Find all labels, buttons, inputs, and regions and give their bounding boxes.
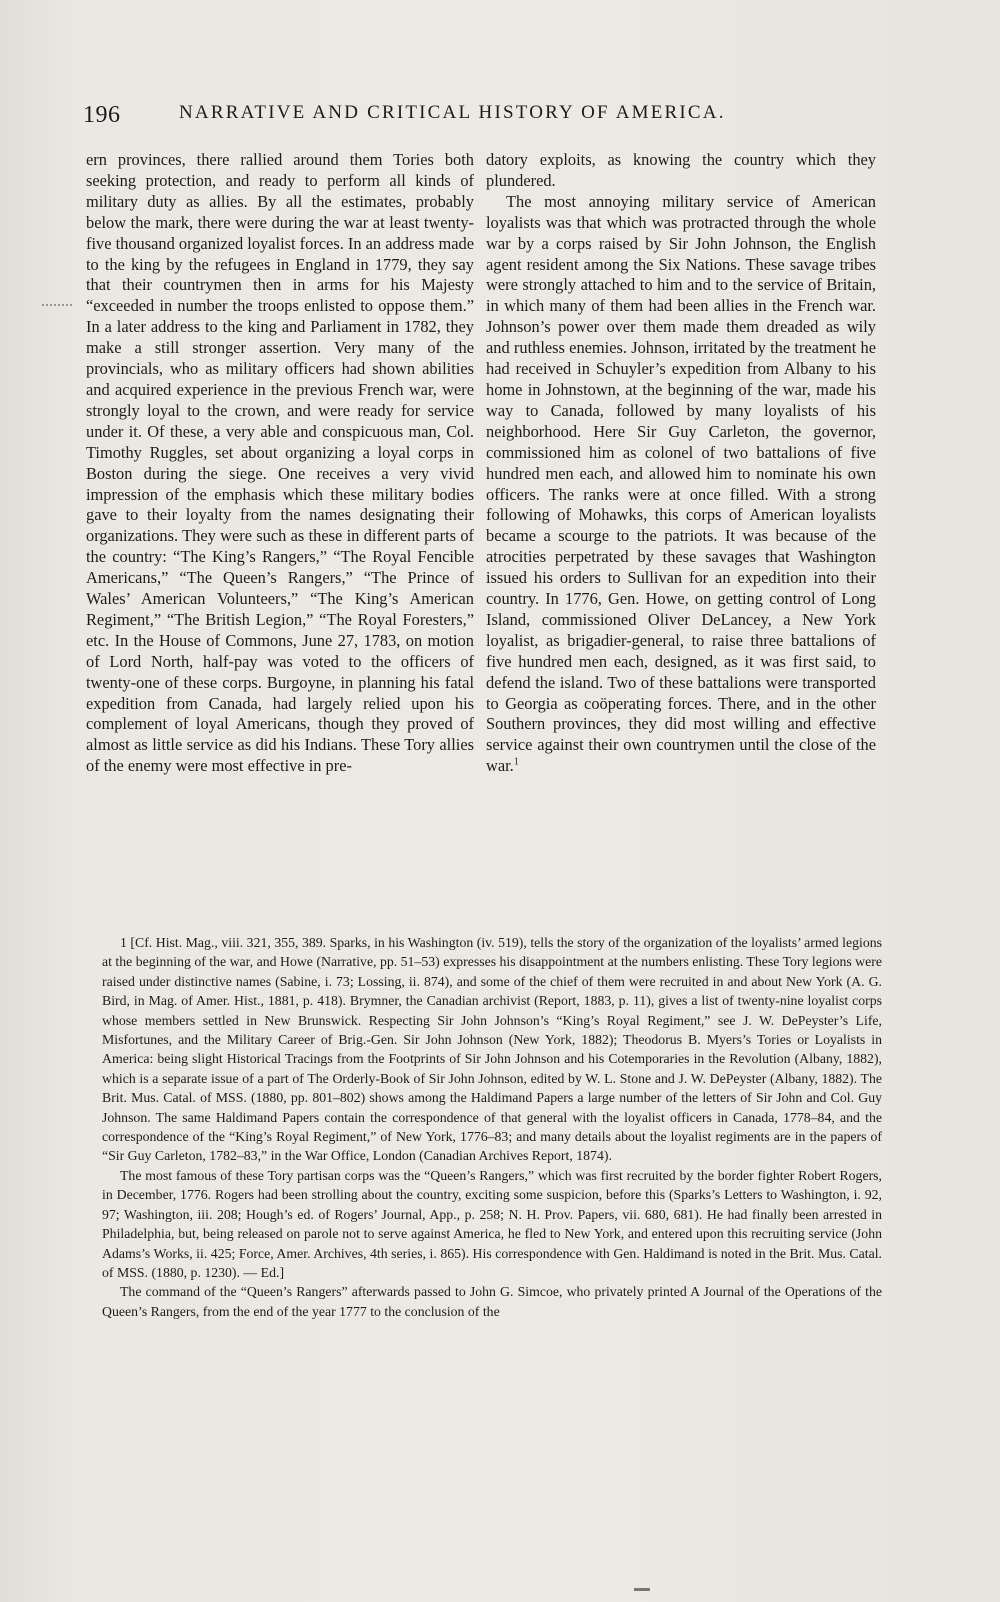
page-number: 196 xyxy=(83,102,121,128)
left-column-paragraph: ern provinces, there rallied around them Tories both seeking protection, and ready to perform all kinds of military duty as allies. By all the estimates, probably below the mark, there were during the war at least twenty-five thousand organized loyalist forces. In an address made to the king by the refugees in England in 1779, they say that their countrymen then in arms for his Majesty “exceeded in number the troops enlisted to oppose them.” In a later address to the king and Parliament in 1782, they make a still stronger assertion. Very many of the provincials, who as military officers had shown abilities and acquired experience in the previous French war, were strongly loyal to the crown, and were ready for service under it. Of these, a very able and conspicuous man, Col. Timothy Ruggles, set about organizing a loyal corps in Boston during the siege. One receives a very vivid impression of the emphasis which these military bodies gave to their loyalty from the names designating their organizations. They were such as these in different parts of the country: “The King’s Rangers,” “The Royal Fencible Americans,” “The Queen’s Rangers,” “The Prince of Wales’ American Volunteers,” “The King’s American Regiment,” “The British Legion,” “The Royal Foresters,” etc. In the House of Commons, June 27, 1783, on motion of Lord North, half-pay was voted to the officers of twenty-one of these corps. Burgoyne, in planning his fatal expedition from Canada, had largely relied upon his complement of loyal Americans, though they proved of almost as little service as did his Indians. These Tory allies of the enemy were most effective in pre- xyxy=(86,150,474,776)
footnote-reference: 1 xyxy=(513,756,519,768)
footnotes xyxy=(102,933,882,1321)
right-column xyxy=(486,150,876,777)
footnote-paragraph-2: The most famous of these Tory partisan corps was the “Queen’s Rangers,” which was first recruited by the border fighter Robert Rogers, in December, 1776. Rogers had been strolling about the country, exciting some suspicion, before this (Sparks’s Letters to Washington, i. 92, 97; Washington, iii. 208; Hough’s ed. of Rogers’ Journal, App., p. 258; N. H. Prov. Papers, vii. 680, 681). He had finally been arrested in Philadelphia, but, being released on parole not to serve against America, he fled to New York, and entered upon this recruiting service (John Adams’s Works, ii. 425; Force, Amer. Archives, 4th series, i. 865). His correspondence with Gen. Haldimand is noted in the Brit. Mus. Catal. of MSS. (1880, p. 1230). — Ed.] xyxy=(102,1167,882,1280)
footnote-paragraph-3: The command of the “Queen’s Rangers” afterwards passed to John G. Simcoe, who privately printed A Journal of the Operations of the Queen’s Rangers, from the end of the year 1777 to the conclusion of the xyxy=(102,1284,882,1319)
body-text xyxy=(0,150,1000,910)
bottom-mark xyxy=(634,1588,650,1591)
right-column-paragraph-1: datory exploits, as knowing the country which they plundered. xyxy=(486,150,876,190)
page-header xyxy=(83,100,783,140)
left-column xyxy=(86,150,474,777)
right-column-paragraph-2 xyxy=(486,192,876,777)
footnote-paragraph-1: 1 [Cf. Hist. Mag., viii. 321, 355, 389. Sparks, in his Washington (iv. 519), tells the story of the organization of the loyalists’ armed legions at the beginning of the war, and Howe (Narrative, pp. 51–53) expresses his disappointment at the numbers enlisting. These Tory legions were raised under distinctive names (Sabine, i. 73; Lossing, ii. 874), and some of the chief of them were recruited in and about New York (A. G. Bird, in Mag. of Amer. Hist., 1881, p. 418). Brymner, the Canadian archivist (Report, 1883, p. 11), gives a list of twenty-nine loyalist corps whose members settled in New Brunswick. Respecting Sir John Johnson’s “King’s Royal Regiment,” see J. W. DePeyster’s Life, Misfortunes, and the Military Career of Brig.-Gen. Sir John Johnson (New York, 1882); Theodorus B. Myers’s Tories or Loyalists in America: being slight Historical Tracings from the Footprints of Sir John Johnson and his Cotemporaries in the Revolution (Albany, 1882), which is a separate issue of a part of The Orderly-Book of Sir John Johnson, edited by W. L. Stone and J. W. DePeyster (Albany, 1882). The Brit. Mus. Catal. of MSS. (1880, pp. 801–802) shows among the Haldimand Papers a large number of the letters of Sir John and Col. Guy Johnson. The same Haldimand Papers contain the correspondence of that general with the loyalist officers in Canada, 1778–84, and the correspondence of the “King’s Royal Regiment,” of New York, 1776–83; and many details about the loyalist regiments are in the papers of “Sir Guy Carleton, 1782–83,” in the War Office, London (Canadian Archives Report, 1874). xyxy=(102,935,882,1164)
right-column-paragraph-2-text: The most annoying military service of American loyalists was that which was protracted through the whole war by a corps raised by Sir John Johnson, the English agent resident among the Six Nations. These savage tribes were strongly attached to him and to the service of Britain, in which many of them had been allies in the French war. Johnson’s power over them made them dreaded as wily and ruthless enemies. Johnson, irritated by the treatment he had received in Schuyler’s expedition from Albany to his home in Johnstown, at the beginning of the war, made his way to Canada, followed by many loyalists of his neighborhood. Here Sir Guy Carleton, the governor, commissioned him as colonel of two battalions of five hundred men each, and allowed him to nominate his own officers. The ranks were at once filled. With a strong following of Mohawks, this corps of American loyalists became a scourge to the patriots. It was because of the atrocities perpetrated by these savages that Washington issued his orders to Sullivan for an expedition into their country. In 1776, Gen. Howe, on getting control of Long Island, commissioned Oliver DeLancey, a New York loyalist, as brigadier-general, to raise three battalions of five hundred men each, designed, as it was first said, to defend the island. Two of these battalions were transported to Georgia as coöperating forces. There, and in the other Southern provinces, they did most willing and effective service against their own countrymen until the close of the war. xyxy=(486,191,876,776)
running-title: NARRATIVE AND CRITICAL HISTORY OF AMERICA. xyxy=(179,102,726,123)
